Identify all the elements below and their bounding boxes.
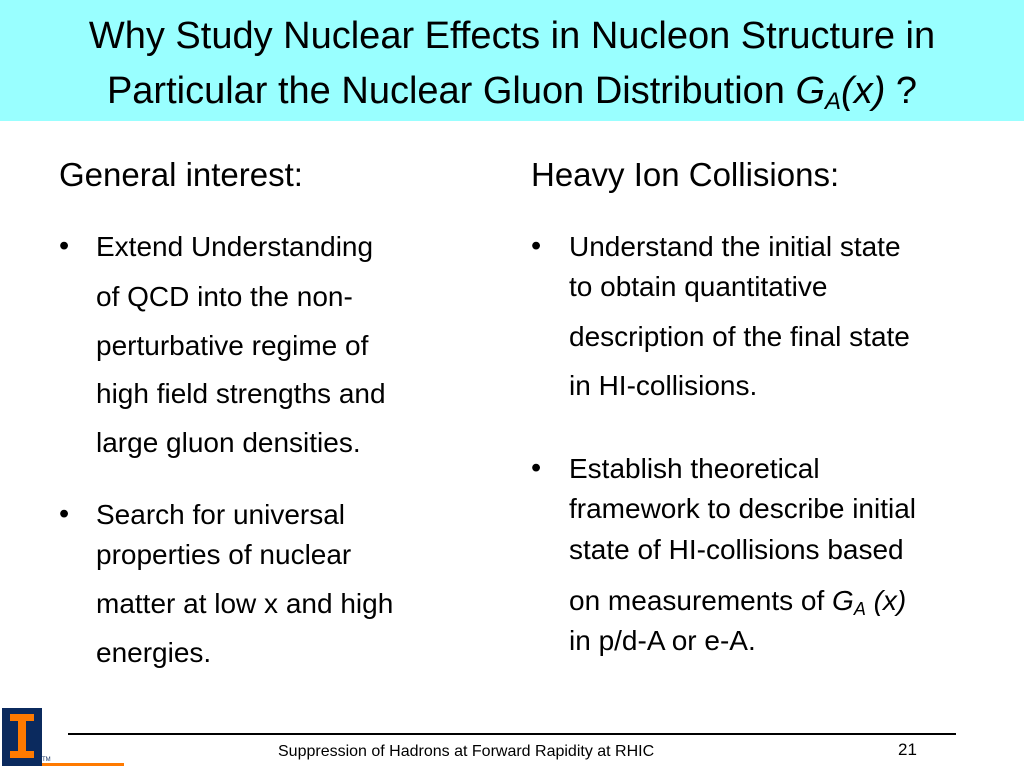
slide-title-line-1: Why Study Nuclear Effects in Nucleon Structure in xyxy=(88,15,936,57)
footer-text: Suppression of Hadrons at Forward Rapidity at RHIC xyxy=(278,743,655,760)
left-bullet-1-line-3: perturbative regime of xyxy=(96,330,369,361)
university-logo xyxy=(2,708,42,766)
left-bullet-1-line-4: high field strengths and xyxy=(96,378,386,409)
left-bullet-1-dot: • xyxy=(59,230,70,262)
left-column-heading: General interest: xyxy=(59,156,303,193)
left-bullet-2-dot: • xyxy=(59,498,70,530)
left-bullet-2-line-1: Search for universal xyxy=(96,499,346,530)
right-g-arg: (x) xyxy=(865,585,907,616)
right-bullet-2-line-4-prefix: on measurements of xyxy=(569,585,833,616)
right-g: G xyxy=(832,585,854,616)
title-g-subscript: A xyxy=(825,88,842,115)
right-bullet-2-line-4 xyxy=(569,584,906,618)
logo-trademark: TM xyxy=(42,757,51,763)
right-bullet-1-line-4: in HI-collisions. xyxy=(569,370,758,401)
right-gluon-symbol xyxy=(832,585,907,619)
left-bullet-2-line-4: energies. xyxy=(96,637,212,668)
right-bullet-2-line-3: state of HI-collisions based xyxy=(569,534,904,565)
right-bullet-2-line-5: in p/d-A or e-A. xyxy=(569,625,756,656)
right-bullet-2-dot: • xyxy=(531,452,542,484)
left-bullet-1-line-1: Extend Understanding xyxy=(96,231,374,262)
left-bullet-1-line-5: large gluon densities. xyxy=(96,427,361,458)
right-bullet-2-line-1: Establish theoretical xyxy=(569,453,820,484)
page-number: 21 xyxy=(898,740,917,759)
right-bullet-2-line-2: framework to describe initial xyxy=(569,493,917,524)
block-i-icon xyxy=(10,714,34,758)
footer-divider xyxy=(68,733,956,735)
right-g-subscript: A xyxy=(853,599,866,619)
left-bullet-1-line-2: of QCD into the non- xyxy=(96,281,353,312)
right-column-heading: Heavy Ion Collisions: xyxy=(531,156,840,193)
right-bullet-1-dot: • xyxy=(531,230,542,262)
title-g-arg: (x) xyxy=(841,70,886,112)
title-line2-suffix: ? xyxy=(885,70,918,112)
title-line2-prefix: Particular the Nuclear Gluon Distribution xyxy=(106,70,796,112)
left-bullet-2-line-2: properties of nuclear xyxy=(96,539,352,570)
logo-accent-line xyxy=(42,763,124,766)
right-bullet-1-line-1: Understand the initial state xyxy=(569,231,901,262)
slide-title-line-2 xyxy=(0,69,1024,113)
right-bullet-1-line-2: to obtain quantitative xyxy=(569,271,828,302)
title-gluon-symbol xyxy=(795,70,886,115)
left-bullet-2-line-3: matter at low x and high xyxy=(96,588,394,619)
right-bullet-1-line-3: description of the final state xyxy=(569,321,910,352)
title-g: G xyxy=(795,70,826,112)
